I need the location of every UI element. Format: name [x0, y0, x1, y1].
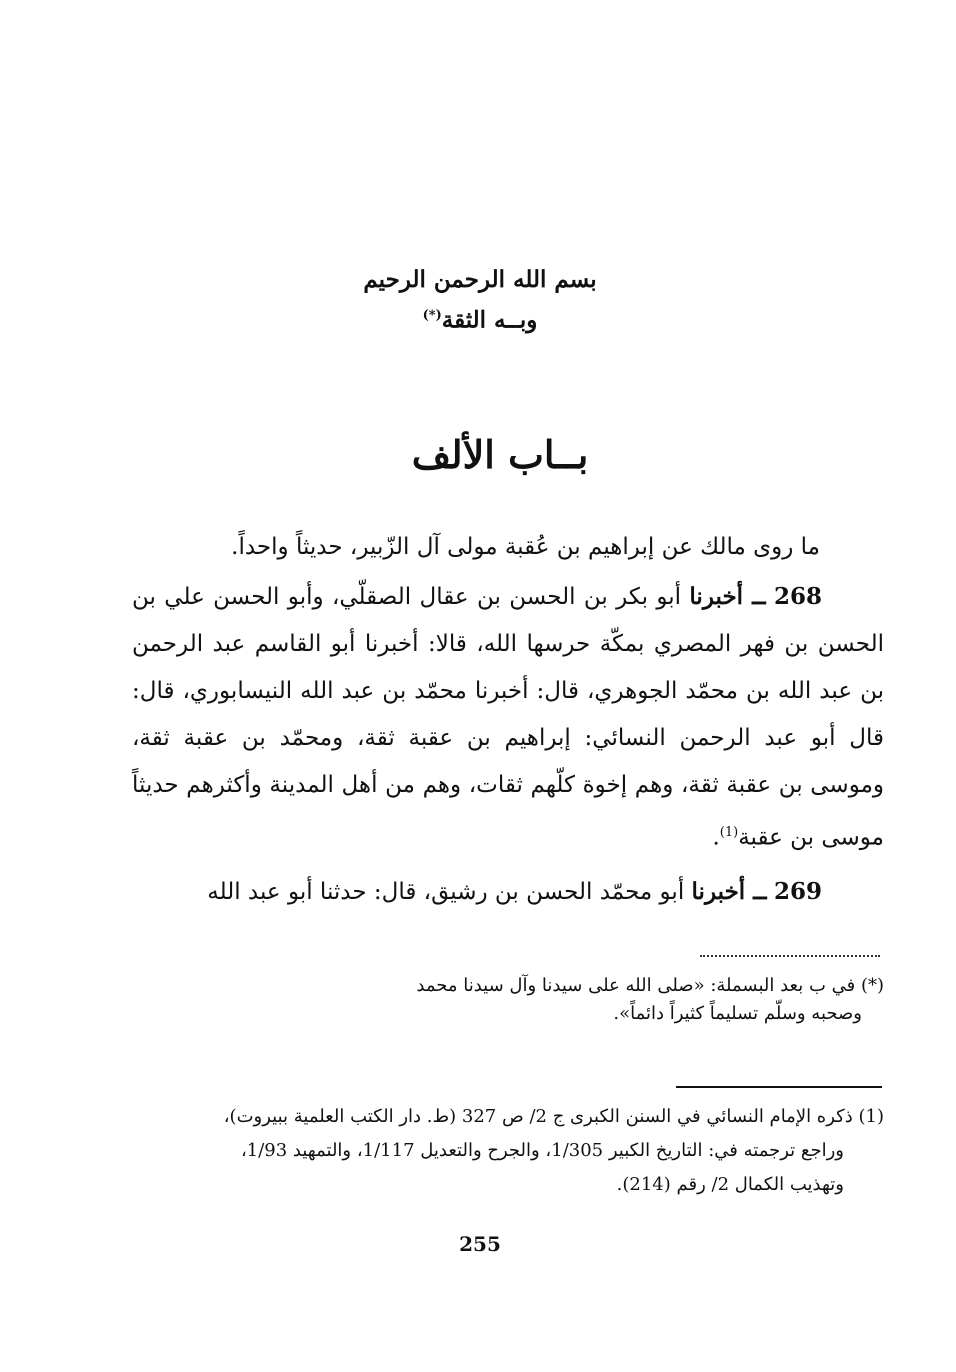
entry-number: 268 [773, 583, 822, 610]
page-number: 255 [459, 1232, 501, 1256]
basmala-header [330, 262, 630, 339]
star-note-line: وصحبه وسلّم تسليماً كثيراً دائماً». [613, 1003, 862, 1024]
basmala-line: بسم الله الرحمن الرحيم [363, 266, 597, 293]
footnotes [120, 1100, 884, 1202]
entry-number: 269 [773, 877, 822, 905]
footnote-line: وراجع ترجمته في: التاريخ الكبير 1/305، والجرح والتعديل 1/117، والتمهيد 1/93، [240, 1140, 844, 1161]
entry-lead: ــ أخبرنا [689, 583, 766, 610]
entry-lead: ــ أخبرنا [691, 877, 767, 905]
dotted-separator [700, 955, 880, 957]
intro-line: ما روى مالك عن إبراهيم بن عُقبة مولى آل الزّبير، حديثاً واحداً. [231, 534, 820, 560]
main-text [132, 573, 884, 916]
star-note [390, 972, 884, 1028]
star-note-line: (*) في ب بعد البسملة: «صلى الله على سيدنا وآل سيدنا محمد [416, 975, 884, 996]
footnote-line: وتهذيب الكمال 2/ رقم (214). [616, 1174, 844, 1195]
chapter-title: بــاب الألف [411, 432, 589, 477]
footnote-ref: (1) [719, 825, 739, 840]
entry-269 [132, 868, 884, 916]
entry-text: أبو محمّد الحسن بن رشيق، قال: حدثنا أبو عبد الله [207, 878, 692, 905]
trust-marker: (*) [422, 308, 442, 323]
footnote-line: (1) ذكره الإمام النسائي في السنن الكبرى ج 2/ ص 327 (ط. دار الكتب العلمية ببيروت)، [223, 1106, 884, 1127]
footnote-rule [676, 1086, 882, 1088]
entry-text: أبو بكر بن الحسن بن عقال الصقلّي، وأبو الحسن علي بن الحسن بن فهر المصري بمكّة حرسها الله، قالا: أخبرنا أبو القاسم عبد الرحمن بن عبد الله بن محمّد الجوهري، قال: أخبرنا محمّد بن عبد الله النيسابوري، قال: قال أبو عبد الرحمن النسائي: إبراهيم بن عقبة ثقة، ومحمّد بن عقبة ثقة، وموسى بن عقبة ثقة، وهم إخوة كلّهم ثقات، وهم من أهل المدينة وأكثرهم حديثاً موسى بن عقبة [132, 584, 884, 851]
entry-end: . [712, 824, 720, 851]
trust-line [330, 298, 630, 339]
trust-text: وبــه الثقة [441, 306, 538, 334]
entry-268 [132, 573, 884, 862]
